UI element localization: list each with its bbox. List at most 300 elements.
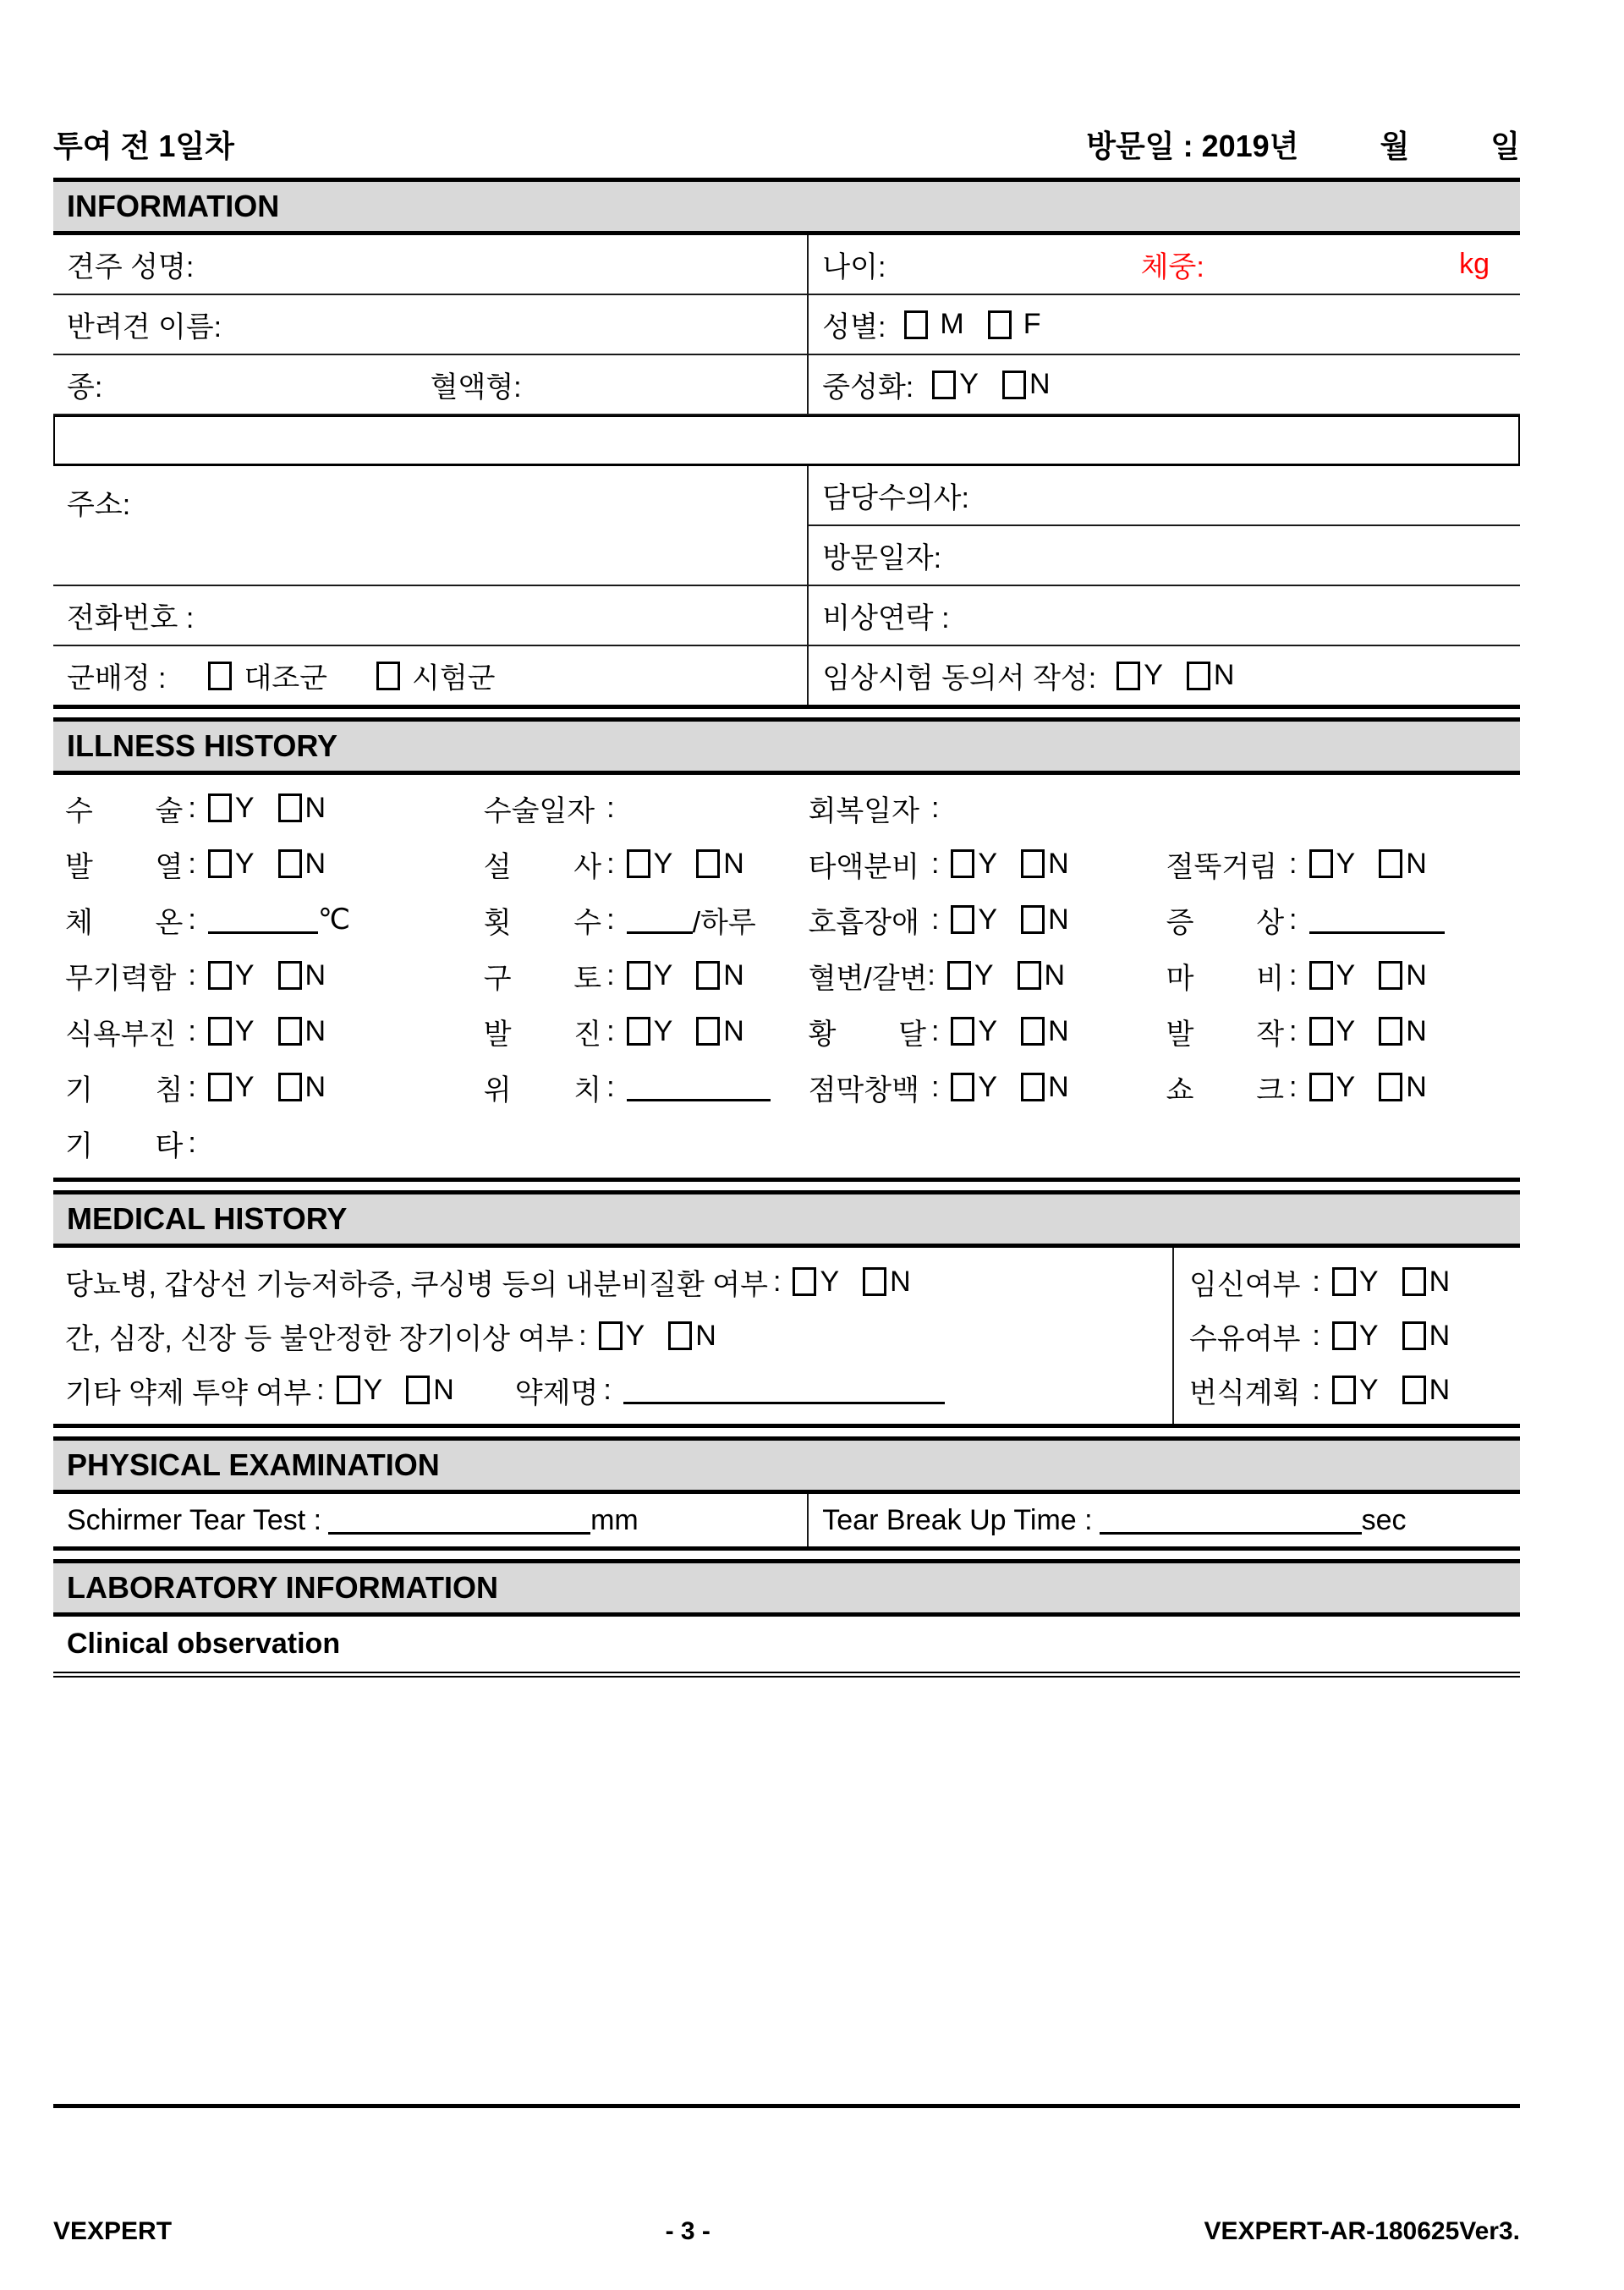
checkbox-icon — [988, 310, 1012, 339]
field-breeding — [1189, 1363, 1505, 1417]
field-surgery — [65, 788, 484, 829]
clinical-observation-label: Clinical observation — [67, 1628, 341, 1660]
section-medical-history — [53, 1190, 1520, 1428]
checkbox-icon — [1332, 1376, 1356, 1404]
section-header-information: INFORMATION — [53, 178, 1520, 235]
location-blank[interactable] — [627, 1073, 771, 1101]
lactation-checkbox-n[interactable] — [1402, 1320, 1451, 1353]
field-jaundice — [809, 1011, 1166, 1052]
checkbox-icon — [1332, 1267, 1356, 1296]
checkbox-icon — [1332, 1321, 1356, 1350]
checkbox-option-label: F — [1023, 308, 1041, 340]
checkbox-option-label: N — [1406, 958, 1427, 991]
colon: : — [1289, 903, 1298, 936]
checkbox-option-label: N — [1429, 1265, 1451, 1298]
colon: : — [188, 1070, 196, 1103]
checkbox-icon — [1018, 961, 1041, 990]
sex-cell — [807, 295, 1520, 354]
surgery-checkbox-y[interactable] — [208, 792, 255, 825]
medical-body — [53, 1248, 1520, 1424]
checkbox-icon — [793, 1267, 816, 1296]
colon: : — [188, 958, 196, 991]
schirmer-cell — [53, 1494, 807, 1546]
salivation-label: 타액분비 — [808, 850, 919, 883]
lethargy-checkbox-n[interactable] — [278, 959, 326, 992]
medical-left — [53, 1248, 1172, 1424]
emergency-label: 비상연락 : — [822, 602, 950, 634]
tbut-label: Tear Break Up Time : — [822, 1503, 1093, 1536]
checkbox-icon — [208, 1073, 232, 1101]
diarrhea-checkbox-n[interactable] — [696, 848, 744, 881]
colon: : — [188, 847, 196, 880]
colon: : — [188, 903, 196, 936]
paralysis-checkbox-n[interactable] — [1379, 959, 1427, 992]
visit-date — [1086, 123, 1520, 166]
pale-mucosa-label: 점막창백 — [808, 1074, 919, 1107]
checkbox-option-label: N — [304, 847, 326, 880]
checkbox-option-label: Y — [234, 1014, 255, 1047]
seizure-checkbox-n[interactable] — [1379, 1015, 1427, 1048]
colon: : — [1312, 1265, 1320, 1298]
colon: : — [1289, 958, 1298, 991]
symptom-label: 증 상 — [1166, 906, 1285, 939]
field-cough — [65, 1067, 484, 1108]
checkbox-icon — [696, 849, 720, 878]
checkbox-option-label: Y — [1336, 958, 1356, 991]
pregnancy-checkbox-n[interactable] — [1402, 1266, 1451, 1299]
lethargy-checkbox-y[interactable] — [208, 959, 255, 992]
checkbox-icon — [278, 794, 302, 822]
field-limping — [1166, 843, 1508, 885]
checkbox-option-label: Y — [1336, 1014, 1356, 1047]
checkbox-option-label: Y — [234, 847, 255, 880]
test-group-checkbox[interactable] — [376, 655, 496, 696]
diarrhea-checkbox-y[interactable] — [627, 848, 673, 881]
shock-checkbox-n[interactable] — [1379, 1071, 1427, 1104]
checkbox-icon — [627, 849, 650, 878]
checkbox-option-label: Y — [1358, 1373, 1379, 1406]
dyspnea-label: 호흡장애 — [808, 906, 919, 939]
checkbox-icon — [696, 961, 720, 990]
jaundice-checkbox-n[interactable] — [1021, 1015, 1069, 1048]
row-owner-age — [53, 235, 1520, 295]
checkbox-option-label: Y — [959, 368, 979, 400]
age-weight-cell — [807, 235, 1520, 294]
breeding-checkbox-n[interactable] — [1402, 1374, 1451, 1407]
checkbox-icon — [1309, 1017, 1333, 1046]
checkbox-option-label: N — [1048, 903, 1069, 936]
fever-checkbox-y[interactable] — [208, 848, 255, 881]
row-phone-emergency — [53, 586, 1520, 646]
paralysis-label: 마 비 — [1166, 962, 1285, 995]
field-endocrine — [65, 1255, 1160, 1309]
temperature-blank[interactable] — [208, 905, 318, 934]
checkbox-option-label: N — [1048, 1070, 1069, 1103]
illness-line-5 — [53, 1003, 1520, 1059]
consent-label: 임상시험 동의서 작성: — [822, 662, 1097, 695]
recovery-date-label: 회복일자 — [808, 794, 919, 827]
cough-checkbox-n[interactable] — [278, 1071, 326, 1104]
colon: : — [606, 1014, 615, 1047]
checkbox-option-label: N — [1429, 1319, 1451, 1352]
field-anorexia — [65, 1011, 484, 1052]
footer-page-number: - 3 - — [665, 2217, 710, 2245]
checkbox-icon — [1021, 1073, 1045, 1101]
organ-checkbox-n[interactable] — [668, 1320, 716, 1353]
checkbox-icon — [951, 849, 974, 878]
address-cell — [53, 466, 807, 585]
field-symptom — [1166, 899, 1508, 941]
checkbox-option-label: Y — [234, 1070, 255, 1103]
anorexia-checkbox-n[interactable] — [278, 1015, 326, 1048]
checkbox-icon — [278, 1017, 302, 1046]
checkbox-option-label: Y — [234, 791, 255, 824]
vomiting-checkbox-y[interactable] — [627, 959, 673, 992]
checkbox-option-label: N — [723, 1014, 744, 1047]
checkbox-option-label: N — [1406, 1014, 1427, 1047]
checkbox-option-label: N — [304, 958, 326, 991]
diarrhea-label: 설 사 — [483, 850, 602, 883]
organ-checkbox-y[interactable] — [599, 1320, 645, 1353]
dyspnea-checkbox-n[interactable] — [1021, 903, 1069, 936]
checkbox-icon — [406, 1376, 430, 1404]
section-header-medical: MEDICAL HISTORY — [53, 1190, 1520, 1248]
field-surgery-date — [484, 788, 809, 829]
assignment-label: 군배정 : — [67, 662, 167, 695]
temperature-unit: ℃ — [317, 903, 351, 936]
colon: : — [603, 1373, 612, 1406]
pet-name-label: 반려견 이름: — [67, 311, 222, 343]
colon: : — [606, 958, 615, 991]
checkbox-icon — [951, 1017, 974, 1046]
bloody-stool-label: 혈변/갈변 — [808, 962, 928, 995]
checkbox-option-label: N — [1044, 958, 1066, 991]
colon: : — [188, 791, 196, 824]
checkbox-icon — [208, 961, 232, 990]
checkbox-icon — [696, 1017, 720, 1046]
colon: : — [930, 847, 940, 880]
checkbox-option-label: 대조군 — [244, 662, 327, 695]
checkbox-icon — [951, 1073, 974, 1101]
illness-line-2 — [53, 836, 1520, 892]
medical-right — [1172, 1248, 1520, 1424]
checkbox-option-label: Y — [820, 1265, 840, 1298]
owner-name-cell — [53, 235, 807, 294]
jaundice-label: 황 달 — [808, 1018, 926, 1051]
colon: : — [606, 903, 615, 936]
checkbox-icon — [1379, 1073, 1402, 1101]
limping-checkbox-y[interactable] — [1309, 848, 1356, 881]
illness-body — [53, 775, 1520, 1178]
rash-label: 발 진 — [483, 1018, 602, 1051]
rash-checkbox-y[interactable] — [627, 1015, 673, 1048]
row-assignment-consent — [53, 646, 1520, 705]
checkbox-option-label: N — [723, 847, 744, 880]
section-information — [53, 178, 1520, 709]
bloody-stool-checkbox-n[interactable] — [1018, 959, 1066, 992]
colon: : — [188, 1014, 196, 1047]
colon: : — [1289, 1014, 1298, 1047]
checkbox-option-label: N — [1406, 1070, 1427, 1103]
vomiting-checkbox-n[interactable] — [696, 959, 744, 992]
frequency-unit: /하루 — [692, 906, 756, 939]
checkbox-option-label: N — [1406, 847, 1427, 880]
checkbox-icon — [947, 961, 971, 990]
field-pregnancy — [1189, 1255, 1505, 1309]
physical-body — [53, 1494, 1520, 1546]
jaundice-checkbox-y[interactable] — [951, 1015, 997, 1048]
checkbox-option-label: Y — [234, 958, 255, 991]
tbut-blank[interactable] — [1100, 1506, 1362, 1535]
checkbox-option-label: N — [433, 1373, 454, 1406]
page-footer — [53, 2217, 1520, 2246]
assignment-cell — [53, 646, 807, 705]
checkbox-icon — [208, 849, 232, 878]
field-lethargy — [65, 955, 484, 997]
field-bloody-stool — [809, 955, 1166, 997]
checkbox-icon — [376, 662, 400, 690]
pale-mucosa-checkbox-y[interactable] — [951, 1071, 997, 1104]
checkbox-icon — [668, 1321, 692, 1350]
checkbox-option-label: Y — [625, 1319, 645, 1352]
checkbox-icon — [932, 371, 956, 399]
field-seizure — [1166, 1011, 1508, 1052]
seizure-checkbox-y[interactable] — [1309, 1015, 1356, 1048]
checkbox-icon — [1002, 371, 1026, 399]
sex-male-checkbox[interactable] — [904, 308, 963, 341]
temperature-label: 체 온 — [65, 906, 184, 939]
checkbox-icon — [278, 1073, 302, 1101]
checkbox-option-label: Y — [1144, 659, 1163, 691]
field-temperature — [65, 899, 484, 941]
checkbox-icon — [904, 310, 928, 339]
bloody-stool-checkbox-y[interactable] — [947, 959, 994, 992]
field-recovery-date — [809, 788, 1166, 829]
checkbox-option-label: Y — [653, 847, 673, 880]
field-location — [484, 1067, 809, 1108]
colon: : — [1312, 1319, 1320, 1352]
field-salivation — [809, 843, 1166, 885]
section-header-laboratory: LABORATORY INFORMATION — [53, 1559, 1520, 1617]
footer-version: VEXPERT-AR-180625Ver3. — [1204, 2217, 1520, 2245]
species-label: 종: — [67, 371, 103, 404]
shock-checkbox-y[interactable] — [1309, 1071, 1356, 1104]
field-dyspnea — [809, 899, 1166, 941]
weight-unit-label: kg — [1459, 248, 1490, 280]
checkbox-option-label: Y — [978, 847, 998, 880]
checkbox-option-label: N — [1429, 1373, 1451, 1406]
control-group-checkbox[interactable] — [208, 655, 327, 696]
weight-label: 체중: — [1140, 251, 1204, 283]
page-header — [53, 123, 1520, 166]
other-drug-checkbox-y[interactable] — [337, 1374, 383, 1407]
frequency-blank[interactable] — [627, 905, 693, 934]
field-other-drug — [65, 1363, 1160, 1417]
row-petname-sex — [53, 295, 1520, 355]
visit-date-prefix: 방문일 : 2019년 — [1086, 129, 1299, 163]
illness-line-6 — [53, 1059, 1520, 1115]
salivation-checkbox-y[interactable] — [951, 848, 997, 881]
colon: : — [1289, 1070, 1298, 1103]
vet-subcell — [809, 466, 1520, 524]
footer-rule — [53, 2104, 1520, 2108]
field-vomiting — [484, 955, 809, 997]
drug-name-blank[interactable] — [623, 1376, 945, 1404]
schirmer-blank[interactable] — [328, 1506, 590, 1535]
organ-label: 간, 심장, 신장 등 불안정한 장기이상 여부 — [65, 1322, 574, 1355]
colon: : — [579, 1319, 587, 1352]
dyspnea-checkbox-y[interactable] — [951, 903, 997, 936]
field-pale-mucosa — [809, 1067, 1166, 1108]
colon: : — [316, 1373, 325, 1406]
neuter-checkbox-y[interactable] — [932, 368, 979, 401]
vet-visitdate-cell — [807, 466, 1520, 585]
checkbox-icon — [1402, 1267, 1426, 1296]
checkbox-icon — [278, 849, 302, 878]
surgery-date-label: 수술일자 — [483, 794, 595, 827]
section-header-physical: PHYSICAL EXAMINATION — [53, 1436, 1520, 1494]
divider-strip — [53, 415, 1520, 466]
visit-day-label: 일 — [1490, 129, 1520, 163]
limping-label: 절뚝거림 — [1166, 850, 1278, 883]
checkbox-option-label: M — [940, 308, 964, 340]
consent-checkbox-n[interactable] — [1187, 659, 1235, 692]
sex-female-checkbox[interactable] — [988, 308, 1041, 341]
consent-checkbox-y[interactable] — [1116, 659, 1163, 692]
checkbox-option-label: Y — [978, 1014, 998, 1047]
symptom-blank[interactable] — [1309, 905, 1445, 934]
checkbox-option-label: 시험군 — [411, 662, 496, 695]
tbut-unit: sec — [1361, 1503, 1407, 1536]
colon: : — [930, 903, 940, 936]
checkbox-option-label: Y — [978, 903, 998, 936]
checkbox-icon — [1309, 1073, 1333, 1101]
row-species-neuter — [53, 355, 1520, 415]
salivation-checkbox-n[interactable] — [1021, 848, 1069, 881]
colon: : — [188, 1126, 196, 1159]
rash-checkbox-n[interactable] — [696, 1015, 744, 1048]
checkbox-option-label: Y — [1336, 1070, 1356, 1103]
breeding-label: 번식계획 — [1189, 1376, 1301, 1409]
checkbox-icon — [627, 961, 650, 990]
other-drug-label: 기타 약제 투약 여부 — [65, 1376, 312, 1409]
section-laboratory-information — [53, 1559, 1520, 1678]
sex-label: 성별: — [822, 311, 886, 343]
checkbox-option-label: Y — [363, 1373, 383, 1406]
checkbox-option-label: Y — [1358, 1265, 1379, 1298]
section-physical-examination — [53, 1436, 1520, 1551]
neuter-checkbox-n[interactable] — [1002, 368, 1051, 401]
anorexia-label: 식욕부진 — [65, 1018, 177, 1051]
illness-line-4 — [53, 947, 1520, 1003]
checkbox-option-label: N — [1048, 1014, 1069, 1047]
endocrine-label: 당뇨병, 갑상선 기능저하증, 쿠싱병 등의 내분비질환 여부 — [65, 1268, 768, 1301]
checkbox-icon — [599, 1321, 623, 1350]
illness-line-7 — [53, 1115, 1520, 1171]
field-lactation — [1189, 1309, 1505, 1363]
checkbox-option-label: N — [304, 1070, 326, 1103]
vet-label: 담당수의사: — [822, 482, 969, 514]
field-shock — [1166, 1067, 1508, 1108]
checkbox-icon — [1309, 849, 1333, 878]
etc-label: 기 타 — [65, 1129, 184, 1162]
tbut-cell — [807, 1494, 1520, 1546]
age-label: 나이: — [822, 251, 886, 283]
checkbox-icon — [208, 1017, 232, 1046]
field-fever — [65, 843, 484, 885]
colon: : — [1289, 847, 1298, 880]
checkbox-option-label: N — [304, 791, 326, 824]
paralysis-checkbox-y[interactable] — [1309, 959, 1356, 992]
checkbox-icon — [1379, 1017, 1402, 1046]
checkbox-icon — [278, 961, 302, 990]
pregnancy-label: 임신여부 — [1189, 1268, 1301, 1301]
breeding-checkbox-y[interactable] — [1332, 1374, 1379, 1407]
species-cell — [53, 355, 807, 414]
illness-line-3 — [53, 892, 1520, 947]
field-diarrhea — [484, 843, 809, 885]
colon: : — [606, 847, 615, 880]
owner-name-label: 견주 성명: — [67, 251, 195, 283]
checkbox-icon — [1402, 1376, 1426, 1404]
neuter-cell — [807, 355, 1520, 414]
drug-name-label: 약제명 — [514, 1376, 599, 1409]
cough-checkbox-y[interactable] — [208, 1071, 255, 1104]
checkbox-icon — [1021, 905, 1045, 934]
endocrine-checkbox-n[interactable] — [863, 1266, 911, 1299]
field-paralysis — [1166, 955, 1508, 997]
section-header-illness: ILLNESS HISTORY — [53, 717, 1520, 775]
colon: : — [930, 1070, 940, 1103]
pregnancy-checkbox-y[interactable] — [1332, 1266, 1379, 1299]
fever-checkbox-n[interactable] — [278, 848, 326, 881]
checkbox-icon — [1309, 961, 1333, 990]
lethargy-label: 무기력함 — [65, 962, 177, 995]
checkbox-icon — [208, 794, 232, 822]
field-organ — [65, 1309, 1160, 1363]
checkbox-option-label: N — [1048, 847, 1069, 880]
checkbox-option-label: Y — [653, 1014, 673, 1047]
limping-checkbox-n[interactable] — [1379, 848, 1427, 881]
colon: : — [930, 791, 940, 824]
checkbox-icon — [208, 662, 232, 690]
anorexia-checkbox-y[interactable] — [208, 1015, 255, 1048]
lactation-checkbox-y[interactable] — [1332, 1320, 1379, 1353]
checkbox-icon — [1379, 849, 1402, 878]
checkbox-option-label: Y — [978, 1070, 998, 1103]
fever-label: 발 열 — [65, 850, 184, 883]
checkbox-option-label: N — [695, 1319, 716, 1352]
checkbox-icon — [1021, 849, 1045, 878]
blood-type-label: 혈액형: — [430, 371, 522, 404]
schirmer-unit: mm — [590, 1503, 639, 1536]
endocrine-checkbox-y[interactable] — [793, 1266, 839, 1299]
field-rash — [484, 1011, 809, 1052]
emergency-cell — [807, 586, 1520, 645]
page-title: 투여 전 1일차 — [53, 129, 234, 163]
shock-label: 쇼 크 — [1166, 1074, 1285, 1107]
other-drug-checkbox-n[interactable] — [406, 1374, 454, 1407]
illness-line-1 — [53, 780, 1520, 836]
pet-name-cell — [53, 295, 807, 354]
phone-label: 전화번호 : — [67, 602, 195, 634]
checkbox-option-label: N — [890, 1265, 911, 1298]
checkbox-icon — [1402, 1321, 1426, 1350]
surgery-checkbox-n[interactable] — [278, 792, 326, 825]
pale-mucosa-checkbox-n[interactable] — [1021, 1071, 1069, 1104]
schirmer-label: Schirmer Tear Test : — [67, 1503, 322, 1536]
visit-date-subcell — [809, 524, 1520, 585]
